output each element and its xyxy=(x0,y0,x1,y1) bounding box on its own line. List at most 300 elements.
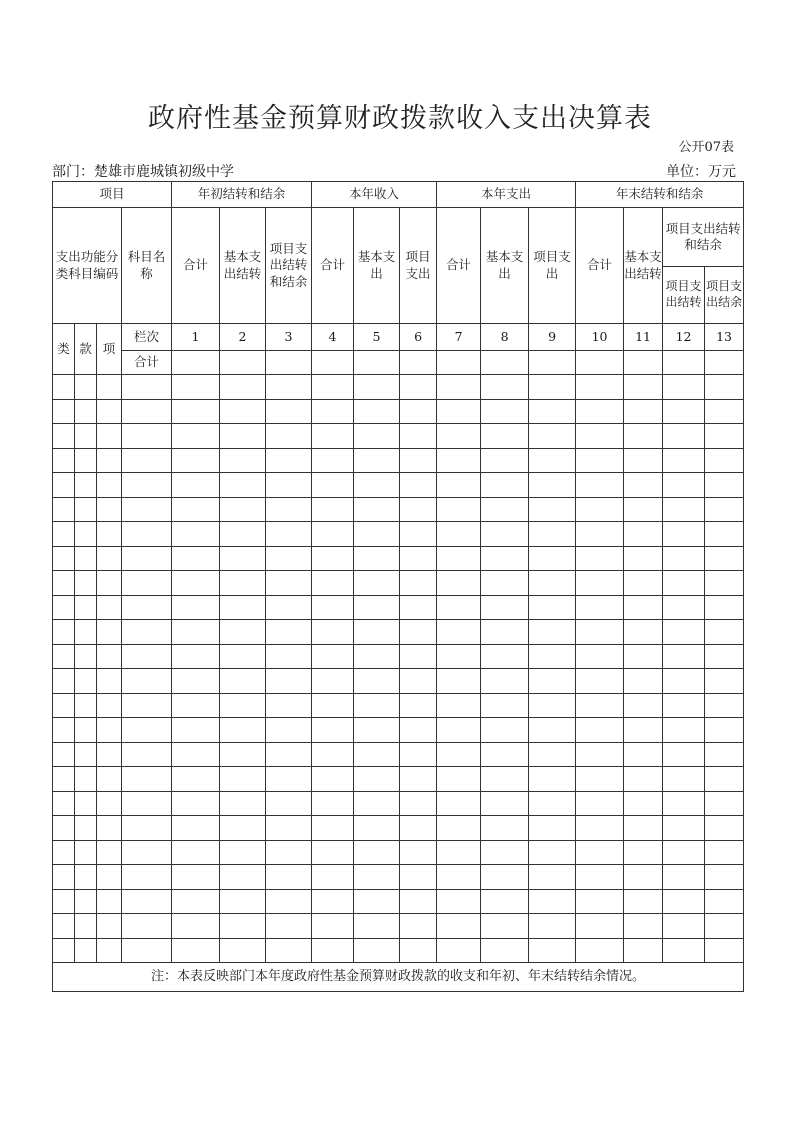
table-cell xyxy=(266,889,312,914)
table-cell xyxy=(576,448,624,473)
table-cell xyxy=(624,914,663,939)
table-cell xyxy=(312,448,354,473)
table-cell xyxy=(481,497,529,522)
table-cell xyxy=(312,889,354,914)
table-row xyxy=(53,497,744,522)
table-cell xyxy=(529,889,576,914)
table-cell xyxy=(705,522,744,547)
kuan-label: 款 xyxy=(75,324,97,375)
table-cell xyxy=(624,424,663,449)
table-cell xyxy=(220,816,266,841)
table-cell xyxy=(122,448,172,473)
table-cell xyxy=(266,595,312,620)
table-cell xyxy=(400,865,437,890)
budget-table xyxy=(52,181,744,992)
table-cell xyxy=(705,693,744,718)
table-cell xyxy=(437,914,481,939)
table-row xyxy=(53,399,744,424)
table-cell xyxy=(705,816,744,841)
table-cell xyxy=(312,473,354,498)
table-cell xyxy=(266,546,312,571)
table-cell xyxy=(437,644,481,669)
current-expenditure-header: 本年支出 xyxy=(437,182,576,208)
closing-project-surplus-header: 项目支出结余 xyxy=(705,267,744,324)
table-row xyxy=(53,522,744,547)
table-cell xyxy=(354,546,400,571)
table-cell xyxy=(400,424,437,449)
table-cell xyxy=(663,816,705,841)
table-cell xyxy=(75,791,97,816)
table-cell xyxy=(53,473,75,498)
table-cell xyxy=(220,669,266,694)
table-cell xyxy=(400,669,437,694)
header-row-2 xyxy=(53,208,744,267)
table-cell xyxy=(529,595,576,620)
opening-project-carryover-header: 项目支出结转和结余 xyxy=(266,208,312,324)
table-cell xyxy=(312,424,354,449)
table-cell xyxy=(400,767,437,792)
table-cell xyxy=(75,522,97,547)
table-cell xyxy=(75,742,97,767)
table-cell xyxy=(437,448,481,473)
table-cell xyxy=(266,742,312,767)
table-cell xyxy=(75,816,97,841)
table-cell xyxy=(437,497,481,522)
table-cell xyxy=(624,791,663,816)
unit-label: 单位：万元 xyxy=(666,164,736,180)
table-cell xyxy=(122,620,172,645)
table-row xyxy=(53,914,744,939)
table-cell xyxy=(705,473,744,498)
table-cell xyxy=(576,669,624,694)
table-cell xyxy=(400,791,437,816)
table-row xyxy=(53,669,744,694)
table-cell xyxy=(53,620,75,645)
closing-total-header: 合计 xyxy=(576,208,624,324)
table-cell xyxy=(172,938,220,963)
table-cell xyxy=(122,791,172,816)
table-cell xyxy=(75,718,97,743)
table-cell xyxy=(481,816,529,841)
col-num: 4 xyxy=(312,324,354,351)
table-cell xyxy=(53,522,75,547)
table-cell xyxy=(663,546,705,571)
col-num: 12 xyxy=(663,324,705,351)
table-cell xyxy=(266,644,312,669)
table-cell xyxy=(624,840,663,865)
table-cell xyxy=(437,865,481,890)
table-cell xyxy=(354,399,400,424)
table-cell xyxy=(663,767,705,792)
table-cell xyxy=(53,767,75,792)
table-cell xyxy=(663,571,705,596)
table-cell xyxy=(53,693,75,718)
table-cell xyxy=(624,473,663,498)
table-cell xyxy=(354,767,400,792)
subject-name-header: 科目名称 xyxy=(122,208,172,324)
table-cell xyxy=(576,840,624,865)
table-cell xyxy=(663,522,705,547)
total-cell xyxy=(172,351,220,375)
total-cell xyxy=(354,351,400,375)
table-cell xyxy=(663,938,705,963)
table-cell xyxy=(172,914,220,939)
closing-project-carryover-header: 项目支出结转 xyxy=(663,267,705,324)
table-cell xyxy=(75,424,97,449)
table-cell xyxy=(529,865,576,890)
table-cell xyxy=(122,375,172,400)
table-cell xyxy=(220,791,266,816)
table-cell xyxy=(624,816,663,841)
table-cell xyxy=(266,497,312,522)
table-cell xyxy=(97,767,122,792)
table-cell xyxy=(624,595,663,620)
table-cell xyxy=(122,816,172,841)
table-cell xyxy=(663,497,705,522)
table-cell xyxy=(437,375,481,400)
table-cell xyxy=(529,546,576,571)
table-cell xyxy=(220,620,266,645)
table-cell xyxy=(437,693,481,718)
table-cell xyxy=(122,546,172,571)
table-cell xyxy=(354,473,400,498)
table-cell xyxy=(75,448,97,473)
table-cell xyxy=(53,865,75,890)
table-cell xyxy=(172,473,220,498)
table-row xyxy=(53,546,744,571)
table-cell xyxy=(312,644,354,669)
table-cell xyxy=(220,889,266,914)
table-cell xyxy=(75,620,97,645)
total-cell xyxy=(529,351,576,375)
table-cell xyxy=(266,865,312,890)
table-cell xyxy=(576,424,624,449)
table-cell xyxy=(172,742,220,767)
table-cell xyxy=(663,669,705,694)
table-cell xyxy=(400,914,437,939)
table-cell xyxy=(576,571,624,596)
table-cell xyxy=(481,375,529,400)
table-cell xyxy=(576,644,624,669)
table-cell xyxy=(663,889,705,914)
table-cell xyxy=(122,497,172,522)
table-cell xyxy=(576,473,624,498)
table-cell xyxy=(312,620,354,645)
table-cell xyxy=(400,816,437,841)
table-cell xyxy=(624,742,663,767)
table-cell xyxy=(354,791,400,816)
table-cell xyxy=(220,571,266,596)
table-row xyxy=(53,620,744,645)
table-cell xyxy=(266,448,312,473)
table-cell xyxy=(624,938,663,963)
table-cell xyxy=(172,840,220,865)
table-cell xyxy=(481,718,529,743)
table-cell xyxy=(75,938,97,963)
table-cell xyxy=(705,424,744,449)
table-cell xyxy=(220,448,266,473)
table-cell xyxy=(220,546,266,571)
total-cell xyxy=(624,351,663,375)
table-cell xyxy=(122,693,172,718)
col-num: 7 xyxy=(437,324,481,351)
table-cell xyxy=(97,938,122,963)
table-cell xyxy=(354,375,400,400)
table-cell xyxy=(122,840,172,865)
table-cell xyxy=(437,791,481,816)
table-row xyxy=(53,571,744,596)
table-cell xyxy=(220,473,266,498)
table-cell xyxy=(172,522,220,547)
table-cell xyxy=(576,522,624,547)
table-cell xyxy=(122,938,172,963)
table-cell xyxy=(122,644,172,669)
table-cell xyxy=(75,693,97,718)
table-cell xyxy=(705,620,744,645)
table-cell xyxy=(172,718,220,743)
table-cell xyxy=(75,644,97,669)
closing-balance-header: 年末结转和结余 xyxy=(576,182,744,208)
table-cell xyxy=(312,791,354,816)
table-cell xyxy=(663,840,705,865)
table-cell xyxy=(266,816,312,841)
table-cell xyxy=(576,742,624,767)
table-cell xyxy=(354,742,400,767)
table-cell xyxy=(400,644,437,669)
table-cell xyxy=(172,865,220,890)
table-cell xyxy=(576,938,624,963)
table-cell xyxy=(624,546,663,571)
table-cell xyxy=(529,399,576,424)
table-cell xyxy=(663,644,705,669)
table-cell xyxy=(97,840,122,865)
table-cell xyxy=(437,718,481,743)
col-num: 6 xyxy=(400,324,437,351)
table-cell xyxy=(481,620,529,645)
table-cell xyxy=(663,448,705,473)
table-cell xyxy=(437,522,481,547)
table-cell xyxy=(220,522,266,547)
table-cell xyxy=(529,718,576,743)
table-cell xyxy=(172,399,220,424)
table-cell xyxy=(576,497,624,522)
table-row xyxy=(53,375,744,400)
table-cell xyxy=(220,840,266,865)
table-cell xyxy=(529,644,576,669)
table-cell xyxy=(529,473,576,498)
table-cell xyxy=(75,865,97,890)
table-cell xyxy=(172,889,220,914)
table-cell xyxy=(312,865,354,890)
col-num: 8 xyxy=(481,324,529,351)
table-cell xyxy=(97,718,122,743)
table-cell xyxy=(705,571,744,596)
table-cell xyxy=(663,865,705,890)
table-cell xyxy=(400,840,437,865)
table-cell xyxy=(354,595,400,620)
table-cell xyxy=(172,424,220,449)
col-num: 9 xyxy=(529,324,576,351)
table-cell xyxy=(481,791,529,816)
table-cell xyxy=(266,669,312,694)
table-row xyxy=(53,938,744,963)
table-cell xyxy=(122,595,172,620)
table-cell xyxy=(400,473,437,498)
table-cell xyxy=(705,448,744,473)
exp-project-header: 项目支出 xyxy=(529,208,576,324)
table-cell xyxy=(122,669,172,694)
total-cell xyxy=(705,351,744,375)
table-cell xyxy=(220,914,266,939)
table-cell xyxy=(437,424,481,449)
table-cell xyxy=(266,620,312,645)
total-cell xyxy=(220,351,266,375)
opening-balance-header: 年初结转和结余 xyxy=(172,182,312,208)
table-cell xyxy=(53,497,75,522)
table-cell xyxy=(400,718,437,743)
table-cell xyxy=(312,669,354,694)
table-cell xyxy=(122,767,172,792)
table-cell xyxy=(481,865,529,890)
table-cell xyxy=(266,914,312,939)
table-cell xyxy=(53,448,75,473)
table-cell xyxy=(53,571,75,596)
table-cell xyxy=(529,816,576,841)
table-cell xyxy=(122,399,172,424)
table-cell xyxy=(437,571,481,596)
table-cell xyxy=(53,718,75,743)
table-cell xyxy=(266,375,312,400)
table-cell xyxy=(705,767,744,792)
table-cell xyxy=(481,399,529,424)
table-cell xyxy=(576,914,624,939)
table-cell xyxy=(705,644,744,669)
table-cell xyxy=(53,742,75,767)
table-cell xyxy=(172,791,220,816)
table-cell xyxy=(312,914,354,939)
table-row xyxy=(53,473,744,498)
table-cell xyxy=(400,742,437,767)
table-cell xyxy=(266,718,312,743)
table-cell xyxy=(97,914,122,939)
table-cell xyxy=(437,816,481,841)
table-cell xyxy=(576,791,624,816)
table-cell xyxy=(437,620,481,645)
table-cell xyxy=(624,375,663,400)
income-basic-header: 基本支出 xyxy=(354,208,400,324)
table-cell xyxy=(97,742,122,767)
table-cell xyxy=(75,840,97,865)
table-cell xyxy=(97,473,122,498)
total-label: 合计 xyxy=(122,351,172,375)
table-cell xyxy=(97,546,122,571)
table-row xyxy=(53,767,744,792)
table-cell xyxy=(122,742,172,767)
table-cell xyxy=(75,595,97,620)
table-cell xyxy=(220,399,266,424)
table-cell xyxy=(97,497,122,522)
table-row xyxy=(53,693,744,718)
table-cell xyxy=(624,571,663,596)
table-cell xyxy=(122,424,172,449)
table-cell xyxy=(172,571,220,596)
table-cell xyxy=(266,522,312,547)
table-cell xyxy=(97,448,122,473)
table-cell xyxy=(220,718,266,743)
page-title: 政府性基金预算财政拨款收入支出决算表 xyxy=(148,103,652,134)
table-cell xyxy=(172,620,220,645)
table-cell xyxy=(481,742,529,767)
col-num: 11 xyxy=(624,324,663,351)
table-cell xyxy=(220,742,266,767)
table-cell xyxy=(705,914,744,939)
table-cell xyxy=(220,767,266,792)
table-cell xyxy=(172,497,220,522)
table-cell xyxy=(705,742,744,767)
note-row xyxy=(53,963,744,992)
table-cell xyxy=(172,644,220,669)
table-cell xyxy=(53,889,75,914)
exp-total-header: 合计 xyxy=(437,208,481,324)
table-cell xyxy=(220,938,266,963)
opening-basic-carryover-header: 基本支出结转 xyxy=(220,208,266,324)
table-cell xyxy=(75,914,97,939)
table-cell xyxy=(97,693,122,718)
table-cell xyxy=(481,571,529,596)
table-cell xyxy=(172,546,220,571)
table-row xyxy=(53,840,744,865)
table-cell xyxy=(97,399,122,424)
total-cell xyxy=(437,351,481,375)
table-cell xyxy=(437,889,481,914)
table-cell xyxy=(400,938,437,963)
table-cell xyxy=(481,669,529,694)
table-cell xyxy=(97,669,122,694)
table-cell xyxy=(354,448,400,473)
table-cell xyxy=(705,865,744,890)
table-cell xyxy=(97,571,122,596)
table-cell xyxy=(663,399,705,424)
table-cell xyxy=(220,865,266,890)
table-cell xyxy=(576,546,624,571)
table-cell xyxy=(705,546,744,571)
table-cell xyxy=(53,914,75,939)
table-cell xyxy=(312,399,354,424)
table-cell xyxy=(75,889,97,914)
table-cell xyxy=(354,620,400,645)
table-cell xyxy=(220,693,266,718)
table-cell xyxy=(266,767,312,792)
col-num: 10 xyxy=(576,324,624,351)
table-cell xyxy=(220,375,266,400)
table-cell xyxy=(624,693,663,718)
table-cell xyxy=(75,473,97,498)
table-cell xyxy=(354,816,400,841)
table-cell xyxy=(172,767,220,792)
table-cell xyxy=(705,375,744,400)
table-cell xyxy=(705,497,744,522)
col-num: 1 xyxy=(172,324,220,351)
table-cell xyxy=(400,546,437,571)
table-cell xyxy=(624,448,663,473)
table-cell xyxy=(529,791,576,816)
table-cell xyxy=(220,424,266,449)
table-cell xyxy=(75,546,97,571)
func-code-header: 支出功能分类科目编码 xyxy=(53,208,122,324)
table-cell xyxy=(266,693,312,718)
table-cell xyxy=(312,571,354,596)
table-cell xyxy=(122,473,172,498)
